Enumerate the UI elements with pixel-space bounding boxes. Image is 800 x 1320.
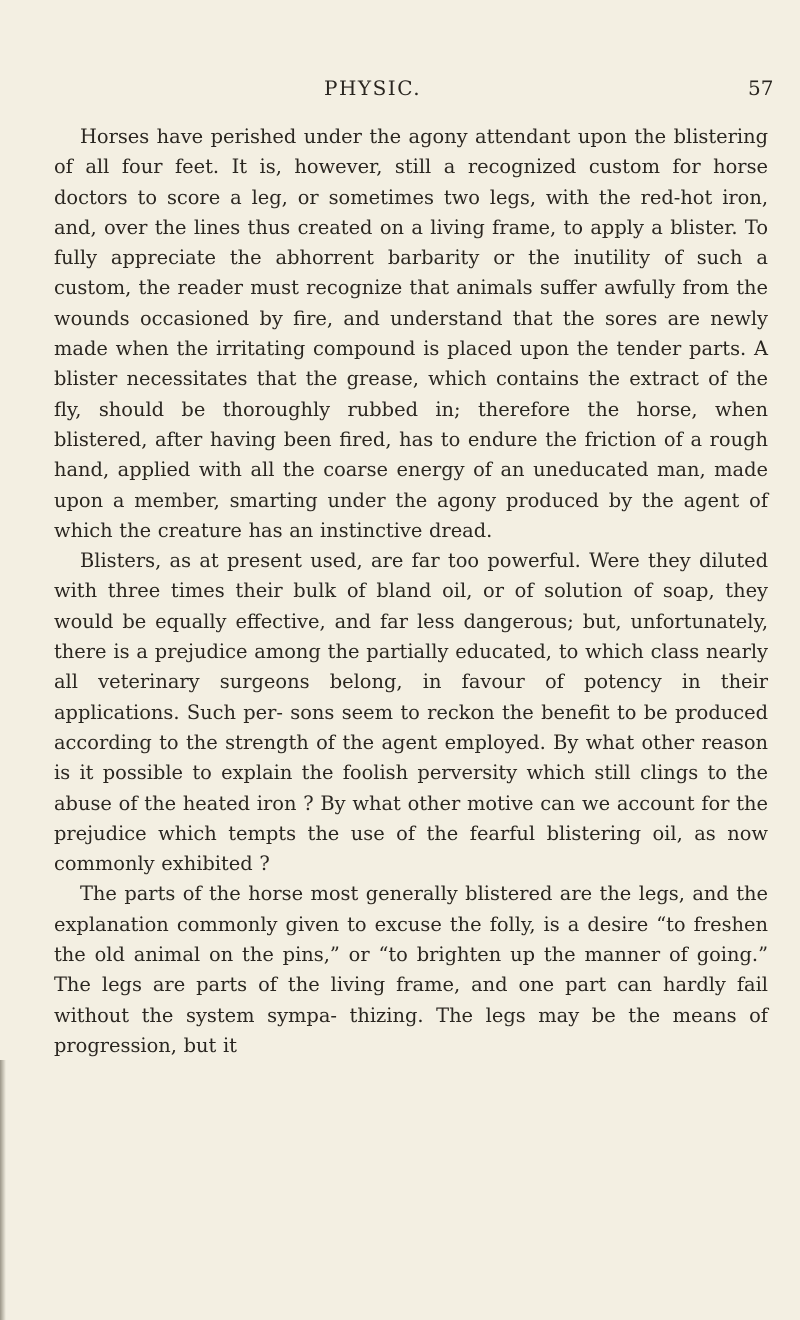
body-text [54,122,768,1061]
paragraph-2: Blisters, as at present used, are far too powerful. Were they diluted with three times their bulk of bland oil, or of solution of soap, they would be equally effective, and far less dangerous; but, unfortunately, there is a prejudice among the partially educated, to which class nearly all veterinary surgeons belong, in favour of potency in their applications. Such per- sons seem to reckon the benefit to be produced according to the strength of the agent employed. By what other reason is it possible to explain the foolish perversity which still clings to the abuse of the heated iron ? By what other motive can we account for the prejudice which tempts the use of the fearful blistering oil, as now commonly exhibited ? [54,549,768,876]
chapter-title: PHYSIC. [324,76,422,100]
paragraph-3: The parts of the horse most generally blistered are the legs, and the explanation commonly given to excuse the folly, is a desire “to freshen the old animal on the pins,” or “to brighten up the manner of going.” The legs are parts of the living frame, and one part can hardly fail without the system sympa- thizing. The legs may be the means of progression, but it [54,882,768,1057]
page-number: 57 [748,76,774,100]
binding-shadow [0,1060,6,1320]
running-head [0,76,800,106]
paragraph-1: Horses have perished under the agony attendant upon the blistering of all four feet. It is, however, still a recognized custom for horse doctors to score a leg, or sometimes two legs, with the red-hot iron, and, over the lines thus created on a living frame, to apply a blister. To fully appreciate the abhorrent barbarity or the inutility of such a custom, the reader must recognize that animals suffer awfully from the wounds occasioned by fire, and understand that the sores are newly made when the irritating compound is placed upon the tender parts. A blister necessitates that the grease, which contains the extract of the fly, should be thoroughly rubbed in; therefore the horse, when blistered, after having been fired, has to endure the friction of a rough hand, applied with all the coarse energy of an uneducated man, made upon a member, smarting under the agony produced by the agent of which the creature has an instinctive dread. [54,125,768,542]
